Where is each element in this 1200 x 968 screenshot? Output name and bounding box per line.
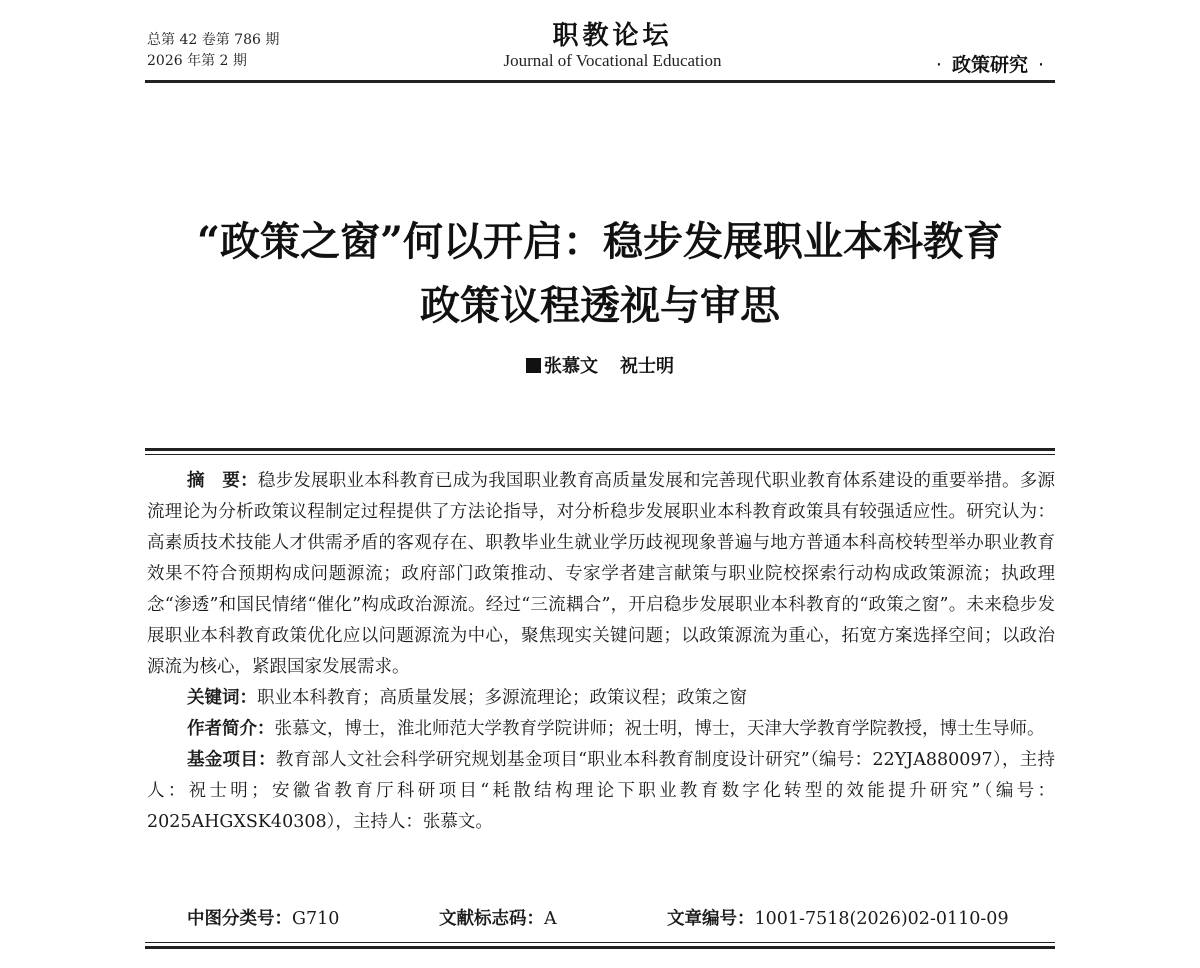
abstract-label: 摘 要： — [187, 471, 258, 491]
issue-year: 2026 年第 2 期 — [147, 53, 247, 69]
issue-volume: 总第 42 卷第 786 期 — [147, 32, 280, 48]
author-line — [100, 352, 1100, 378]
author-bio — [147, 714, 1055, 745]
funding-text: 教育部人文社会科学研究规划基金项目“职业本科教育制度设计研究”（编号：22YJA880097），主持人：祝士明；安徽省教育厅科研项目“耗散结构理论下职业教育数字化转型的效能提升研究”（编号：2025AHGXSK40308），主持人：张慕文。 — [147, 750, 1056, 832]
clc-value: G710 — [292, 909, 340, 929]
journal-logo: 职教论坛 — [552, 21, 673, 51]
author-bio-label: 作者简介： — [187, 719, 275, 739]
funding-label: 基金项目： — [187, 750, 276, 770]
article-number-label: 文章编号： — [667, 909, 755, 929]
article-number-value: 1001-7518(2026)02-0110-09 — [754, 909, 1009, 929]
abstract-text: 稳步发展职业本科教育已成为我国职业教育高质量发展和完善现代职业教育体系建设的重要举措。多源流理论为分析政策议程制定过程提供了方法论指导，对分析稳步发展职业本科教育政策具有较强适应性。研究认为：高素质技术技能人才供需矛盾的客观存在、职教毕业生就业学历歧视现象普遍与地方普通本科高校转型举办职业教育效果不符合预期构成问题源流；政府部门政策推动、专家学者建言献策与职业院校探索行动构成政策源流；执政理念“渗透”和国民情绪“催化”构成政治源流。经过“三流耦合”，开启稳步发展职业本科教育的“政策之窗”。未来稳步发展职业本科教育政策优化应以问题源流为中心，聚焦现实关键问题；以政策源流为重心，拓宽方案选择空间；以政治源流为核心，紧跟国家发展需求。 — [147, 471, 1055, 677]
column-name — [926, 50, 1054, 77]
article-number — [667, 905, 1009, 930]
abstract-block — [147, 466, 1055, 838]
issue-info — [147, 30, 279, 72]
column-dot-right: · — [1037, 54, 1044, 76]
abstract-top-rule — [145, 448, 1055, 451]
article-title — [100, 210, 1100, 338]
doc-code-value: A — [544, 909, 557, 929]
author-name: 祝士明 — [620, 356, 674, 377]
author-name: 张慕文 — [544, 356, 598, 377]
title-line-1: “政策之窗”何以开启：稳步发展职业本科教育 — [196, 218, 1003, 265]
abstract-top-rule-thin — [145, 454, 1055, 455]
header-rule — [145, 80, 1055, 83]
column-dot-left: · — [935, 54, 942, 76]
keywords — [147, 683, 1055, 714]
column-label: 政策研究 — [951, 54, 1028, 76]
author-marker-icon — [526, 358, 541, 373]
title-line-2: 政策议程透视与审思 — [420, 282, 780, 329]
keywords-label: 关键词： — [187, 688, 257, 708]
abstract-bottom-rule — [145, 946, 1055, 949]
document-code — [439, 905, 557, 930]
clc-label: 中图分类号： — [187, 909, 292, 929]
author-bio-text: 张慕文，博士，淮北师范大学教育学院讲师；祝士明，博士，天津大学教育学院教授，博士生导师。 — [274, 719, 1045, 739]
abstract-bottom-rule-thin — [145, 942, 1055, 943]
keywords-text: 职业本科教育；高质量发展；多源流理论；政策议程；政策之窗 — [257, 688, 747, 708]
clc-number — [187, 905, 339, 930]
abstract — [147, 466, 1055, 683]
funding — [147, 745, 1055, 838]
journal-masthead — [490, 20, 735, 70]
doc-code-label: 文献标志码： — [439, 909, 544, 929]
journal-english-name: Journal of Vocational Education — [503, 51, 722, 70]
